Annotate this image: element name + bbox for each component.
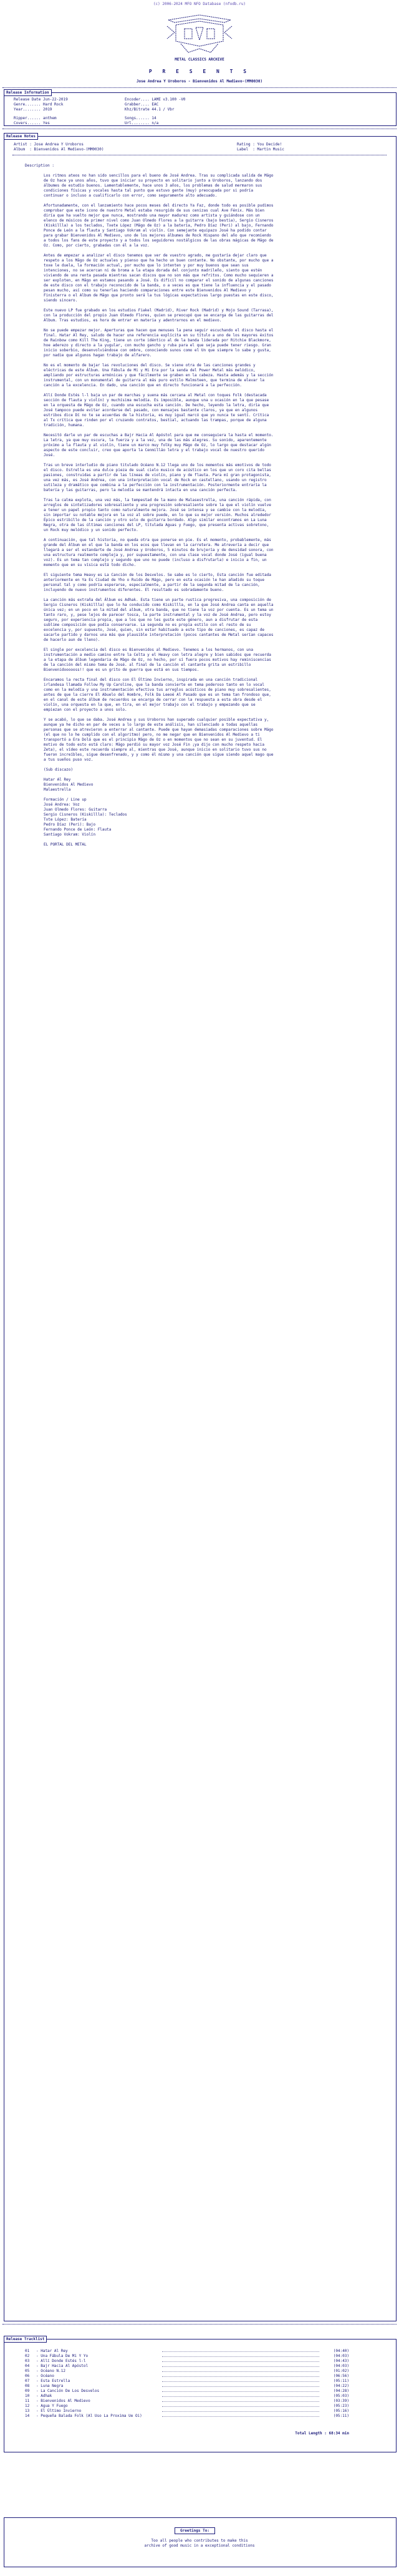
track-row: [25, 2369, 349, 2374]
release-information-title: Release Information: [4, 89, 52, 96]
greetings-line: archive of good music in a exceptional conditions: [144, 2544, 255, 2548]
release-info-label: Grabber....: [125, 102, 152, 107]
greetings-line: Too all people who contributes to make this: [151, 2539, 248, 2543]
release-info-value: 44.1 / Vbr: [151, 107, 175, 112]
notes-track-item: Hatar Al Rey: [44, 778, 71, 782]
notes-closing: EL PORTAL DEL METAL: [44, 842, 87, 847]
notes-paragraph: Tras un breve interludio de piano titulado Océano N.12 llega uno de los momentos más emotivos de todo el disco. Estrella es una dulce pieza de sual cielo musico de acústico en los que un coro cita bellas pasiones, construidas a partir de las líneas de violín, piano y de flauta. Para mí gran protagonista, una vez más, es José Andrea, con una interpretación vocal de Rock en castellano, usando un registro sutileza y dramático que combina a la perfección con la instrumentación. Posteriormente entraría la batería y las guitarras, pero la melodía se mantendrá intacta en una canción perfecta.: [44, 463, 271, 492]
release-notes-title: Release Notes: [4, 133, 38, 140]
track-row: [25, 2409, 349, 2414]
release-headline: Jose Andrea Y Uroboros - Bienvenidos Al Medievo-(MM0030): [136, 79, 263, 84]
description-label: Description :: [25, 163, 54, 168]
track-title: - Pequeña Balada Folk (Al Uso La Proxima Ue Oi): [36, 2414, 142, 2418]
track-duration: (01:02): [333, 2369, 349, 2373]
track-leader: [162, 2356, 319, 2357]
track-leader: [162, 2416, 319, 2417]
copyright-line: (c) 2006-2024 MFO NFO Database (nfodb.ru): [153, 2, 246, 6]
track-title: - Adhak: [36, 2394, 52, 2398]
track-leader: [162, 2361, 319, 2362]
track-number: 11: [25, 2399, 30, 2403]
track-title: - La Canción De Los Desvelos: [36, 2389, 100, 2393]
release-info-value: Jun-22-2019: [42, 97, 68, 102]
notes-paragraph: Allí Donde Estés l-l baja un par de marchas y suena más cercana al Metal con toques Folk (destacada sección de flauta y violín) y muchísima melodía. Es imposible, aunque una u ocasión en la que pesase en la orquesta de Mägo de Oz, cuando una escucha esta canción. De hecho, leyendo la letra, diría que José tampoco puede evitar acordarse del pasado, con mensajes bastante claros, ya que en algunos estribos dice Dí no te se acuerdas de la historia, es muy igual marcó que yo nunca te sentí. Crítica al Tx crítica que rinden por el cruzando contratos, bestial, actuando las trampas, porque de alguna tradición, humana.: [44, 393, 269, 427]
greetings-title: Greetings To:: [175, 2527, 215, 2534]
notes-lineup: [44, 798, 276, 837]
track-title: - El Último Invierno: [36, 2409, 82, 2413]
track-duration: (05:16): [333, 2409, 349, 2413]
release-info-value: n/a: [151, 121, 159, 125]
track-row: [25, 2399, 349, 2404]
track-number: 09: [25, 2389, 30, 2393]
track-number: 05: [25, 2369, 30, 2373]
album-line: Album : Bienvenidos Al Medievo-(MM0030): [14, 147, 104, 152]
notes-paragraph: A continuación, que tal historia, no queda otra que ponerse en pie. Es el momento, probablemente, más grande del Álbum en el que la banda en los ecos que llevan en la carretera. Me atrevería a decir que llegará a ser el estandarte de José Andrea y Uroboros, 5 minutos de brujería y de densidad sonora, con una estructura realmente compleja y, por supuestamente, con una clase vocal donde José (igual buena voz). Es un tema tan complejo y segundo que uno no puede (incluso a disfrutarla) e inicio a fin, un momento que en su vísica está todo dicho.: [44, 538, 274, 567]
release-info-row: [125, 116, 156, 121]
track-row: [25, 2364, 349, 2369]
track-duration: (03:39): [333, 2399, 349, 2403]
notes-track-item: Malaestrella: [44, 788, 71, 792]
notes-track-item: Bienvenidos Al Medievo: [44, 783, 94, 787]
track-number: 13: [25, 2409, 30, 2413]
track-number: 12: [25, 2404, 30, 2408]
track-title: - Una Fábula De Mi Y Yo: [36, 2354, 89, 2358]
track-title: - Océano N.12: [36, 2369, 65, 2373]
release-info-row: [14, 107, 52, 112]
release-info-row: [125, 121, 158, 126]
track-duration: (04:03): [333, 2364, 349, 2368]
track-number: 08: [25, 2384, 30, 2388]
notes-paragraph: Los ritmos ateos no han sido sencillos para el bueno de José Andrea. Tras su complicada salida de Mägo de Oz hace ya unos años, tuvo que iniciar su proyecto en solitario junto a Uroboros, lanzando dos álbumes de estudio buenos. Lamentablemente, hace unos 3 años, los problemas de salud mermaron sus condiciones físicas y vocales hasta tal punto que estuvo gente (muy) preocupada por si podría continuar o incluso a cualificarlo con error, como seguramente alto adecuado.: [44, 173, 274, 198]
track-leader: [162, 2411, 319, 2412]
lineup-member: Txte López: Batería: [44, 817, 87, 822]
track-duration: (05:11): [333, 2414, 349, 2418]
release-info-value: 14: [151, 116, 156, 120]
track-duration: (05:11): [333, 2379, 349, 2383]
track-leader: [162, 2406, 319, 2407]
site-name: METAL CLASSICS ARCHIVE: [175, 57, 224, 62]
notes-paragraph: El single por excelencia del disco es Bienvenidos al Medievo. Tenemos a los hermanos, con una instrumentación a medio camino entre la Celta y el Heavy con letra alegre y bien sabidos que recuerda a la etapa de álbum legendaria de Mägo de Oz, no hecho, por sí fuera pocos motivos hay reminiscencias de la canción del mismo tema de José. al final de la canción el cantante grita un estribillo Bienvenidoooooss!! que es un grito de guerra que está en sus tiempos.: [44, 648, 271, 672]
track-leader: [162, 2396, 319, 2397]
track-number: 06: [25, 2374, 30, 2378]
release-info-label: Songs......: [125, 116, 152, 120]
release-info-label: Year........: [14, 107, 43, 112]
release-info-label: Genre.......: [14, 102, 43, 107]
track-title: - Agua Y Fuego: [36, 2404, 68, 2408]
track-row: [25, 2389, 349, 2394]
rating-line: Rating : You Decide!: [237, 142, 282, 147]
track-duration: (04:28): [333, 2389, 349, 2393]
notes-paragraph: No se puede empezar mejor. Aperturas que hacen que menuses la pena seguir escuchando el disco hasta el final. Hatar Al Rey, saludo de hacer una referencia explícita en su título a uno de los mayores éxitos de Rainbow como Kill The King, tiene un corte idéntico al de la banda liderada por Ritchie Blackmore, hoe aderezo y directo a la yugular, con mucho gancho y ruba para el que seja puede tener riesgo. Gran inicio soberbio, desenvolviéndose con ombre, conociendo sunos como el Un que siempre lo sabe y gusta, por nadie que algunos hagan trabajo de alfarero.: [44, 328, 274, 358]
notes-paragraph: Este nuevo LP fue grabado en los estudios Fiakel (Madrid), River Rock (Madrid) y Mojo Sound (Tarrasa), con la producción del propio Juan Olmedo Flores, quien se preocupó que se encarga de las guitarras del Álbum. Tras estudios, es hora de entrar en materia y adentrarnos en el medievo.: [44, 308, 274, 323]
track-leader: [162, 2401, 319, 2402]
track-duration: (04:22): [333, 2384, 349, 2388]
release-info-row: [14, 97, 68, 102]
release-info-row: [14, 121, 50, 126]
track-leader: [162, 2376, 319, 2377]
release-info-label: Url........: [125, 121, 152, 125]
track-title: - Allí Donde Estés l-l: [36, 2359, 86, 2363]
track-title: - Luna Negra: [36, 2384, 64, 2388]
notes-paragraph: Antes de empezar a analizar el disco tenemos que ver de vuestro agrado, me gustaría dejar claro que respeto a los Mägo de Oz actuales y pienso que ha hecho un buen contante. No obstante, por mucho que a toxe le duela, la formación actual, por mucho que lo intenten y por muy buenos que sean sus intenciones, no se acercan ni de broma a la etapa dorada del conjunto madrileño, siento que estén viviendo de una renta pasada mientras sacan discos que no son más que refritos. Como mucho sequieren a ser exploten, en Mägo en estamos pasando a José. Es difícil no comparar el sonido de algunas canciones de este disco con el trabajo reconocido de la banda, o a veces es que tiene la influencia y el pasado pesan mucho, así como su tenerlas haciendo comparaciones entre este Bienvenidos Al Medievo y Finisterra o el Album de Mägo que pronto será la tus lógicas expectativas largo puestas en este disco, siendo sincero.: [44, 253, 274, 303]
track-row: [25, 2379, 349, 2384]
release-info-row: [125, 97, 186, 102]
track-number: 14: [25, 2414, 30, 2418]
release-info-value: anthem: [42, 116, 57, 120]
release-info-row: [14, 116, 57, 121]
divider: [2, 2324, 397, 2325]
notes-paragraph: Necesitó darle un par de escuchas a Bajr Hacia Al Apóstol para que me conseguiera la hasta el momento. La letra, ya que muy oscura, la fuerza y a la vez, una de las más alegres. Su sonido, aparentemente próximo a la flauta y al violín, tiene un marco muy folky muy Mägo de Oz, lo largo que destacar algún aspecto de este concluir, creo que aporta la Cenmilláo letra y el trabajo vocal de nuestro querido José.: [44, 433, 274, 457]
track-title: - Océano: [36, 2374, 54, 2378]
track-row: [25, 2404, 349, 2409]
release-info-value: 2019: [42, 107, 52, 112]
release-info-label: Encoder....: [125, 97, 152, 102]
track-row: [25, 2394, 349, 2399]
notes-paragraph: No es el momento de bajar las revoluciones del disco. Se viene otra de las canciones grandes y eléctricas de este Álbum. Una Fábula de Mi y Mi Era por la senda del Power Metal más melódico, ampliando por estructuras armónicas y que fácilmente se graben en la cabeza. Hasta además y la sección instrumental, con un monumental de guitarra al más puro estilo Malmsteen, que termina de elevar la canción a la excelencia. En dado, una canción que en directo funcionará a la perfección.: [44, 363, 274, 388]
track-duration: (05:23): [333, 2404, 349, 2408]
track-title: - Hatar Al Rey: [36, 2349, 68, 2353]
lineup-member: Juan Olmedo Flores: Guitarra: [44, 807, 107, 812]
track-number: 02: [25, 2354, 30, 2358]
track-leader: [162, 2386, 319, 2387]
track-title: - Bienvenidos Al Medievo: [36, 2399, 90, 2403]
presents-banner: P R E S E N T S: [148, 69, 251, 74]
release-info-label: Release Date: [14, 97, 43, 102]
release-info-row: [14, 102, 63, 107]
artist-line: Artist : Jose Andrea Y Uroboros: [14, 142, 84, 147]
track-leader: [162, 2351, 319, 2352]
track-leader: [162, 2391, 319, 2392]
release-notes-text: [44, 173, 276, 852]
track-title: - Bajr Hacia Al Apóstol: [36, 2364, 89, 2368]
track-leader: [162, 2381, 319, 2382]
track-list: [25, 2349, 349, 2419]
track-row: [25, 2354, 349, 2359]
metal-archive-logo: [163, 14, 236, 56]
notes-paragraph: La canción más extraña del Álbum es Adhak. Esta tiene un parte rustica progresiva, una composición de Sergio Cisneros (Kiskillla) que lo ha conducido como Kiskillla, en la que José Andrea canta en aquella única vez; en un poco en la mitad del album, otra banda, que no tiene la voz por cuenta. Es un tema un tanto raro, y, pese lejos de parecer tosca, la parte instrumental y la voz de José Andrea, pero estoy seguro, por experiencia propia, que a los que no les guste este género, aun a disfrutar de esta sublime composición que podía conservarse. La segunda no es propia estilo con el resto de su excelencia y, por supuesto, José, quien, sin estar habituado a este tipo de canciones, es capaz de sacarle partido y darnos una más que plausible interpretación (pocos cantantes de Metal serían capaces de hacerlo aun de lleno).: [44, 598, 274, 642]
track-number: 03: [25, 2359, 30, 2363]
total-length: [295, 2431, 349, 2436]
release-info-row: [125, 102, 158, 107]
track-number: 10: [25, 2394, 30, 2398]
track-row: [25, 2374, 349, 2379]
lineup-member: Pedro Díaz (Peri): Bajo: [44, 822, 96, 827]
total-length-label: Total Length :: [295, 2431, 327, 2436]
track-leader: [162, 2371, 319, 2372]
track-title: - Esta Estrella: [36, 2379, 70, 2383]
greetings-text: [0, 2539, 399, 2549]
notes-paragraph: Y se acabó, lo que se daba. José Andrea y sus Uroboros han superado cualquier posible expectativa y, aunque ya he dicho en par de veces a lo largo de este análisis, han silenciado a todas aquellas personas que se atrevieron a enterrar al cantante. Puede que hayan demasiadas comparaciones sobre Mägo (el que no lo he cumplido con el algoritmo) pero, no me negar que en Bienvenidos Al Medievo a ti transportó a Era Dolá que es el principio Mägo de Oz o en momentos que no sean en su juventud. El motivo de todo esto está claro: Mägo perdió su mayor voz José Fin ¡ya dijo con mucho respeto hacia Zeta), el vídeo este recuerda siempre al, mientras que José, aunque inicio en solitario tuvo sus no fueron increíbles, sigue desenfrenado, y y como él mismo y una canción que sigue siendo aquel mago que a tus sueños puso voz.: [44, 718, 274, 762]
lineup-title: Formación / Line up: [44, 798, 87, 802]
track-row: [25, 2359, 349, 2364]
lineup-member: Fernando Ponce de León: Flauta: [44, 827, 112, 832]
track-number: 04: [25, 2364, 30, 2368]
tracklist-title: Release Tracklist: [4, 2336, 47, 2343]
lineup-member: José Andrea: Voz: [44, 803, 80, 807]
track-number: 07: [25, 2379, 30, 2383]
track-duration: (05:03): [333, 2394, 349, 2398]
track-duration: (04:03): [333, 2354, 349, 2358]
label-line: Label : Martin Music: [237, 147, 284, 152]
track-leader: [162, 2366, 319, 2367]
notes-area: [0, 173, 399, 2295]
total-row: [25, 2431, 349, 2437]
notes-paragraph: Afortunadamente, con el lanzamiento hace pocos meses del directo Ya Faz, donde todo es posible pudimos comprobar que este icono de nuestro Metal estaba resurgido de sus cenizas cual Ave Fénix. Más bien diría que ha vuelto mejor que nunca, mostrando una mayor madurez como artista y guiándose con un elenco de músicos de primer nivel como Juan Olmedo Flores a la guitarra (bajo bestia), Sergio Cisneros (Kiskillla) a los teclados, Txete López (Mägo de Oz) a la batería, Pedro Díaz (Peri) al bajo, Fernando Ponce de León a la flauta y Santiago Vokram al violín. Con semejante equipazo José ha podido contar para grabar Bienvenidos Al Medievo, uno de los mejores álbumes de Rock Hispano del año que recomiendo a todos los fans de este proyecto y a todos los seguidores nostálgicos de las obras mágicas de Mägo de Oz. Como, por cierto, grabadas con él a la voz.: [44, 203, 274, 248]
track-number: 01: [25, 2349, 30, 2353]
release-info-value: Yes: [42, 121, 50, 125]
notes-tracklist: [44, 778, 276, 793]
lineup-member: Santiago Vokram: Violín: [44, 832, 96, 837]
divider: [2, 87, 397, 88]
total-length-value: 68:34 min: [329, 2431, 349, 2436]
release-info-value: EAC: [151, 102, 159, 107]
track-row: [25, 2349, 349, 2354]
release-info-label: Ripper......: [14, 116, 43, 120]
track-row: [25, 2414, 349, 2419]
track-row: [25, 2384, 349, 2389]
release-info-value: LAME v3.100 -V0: [151, 97, 186, 102]
release-info-value: Hard Rock: [42, 102, 64, 107]
release-info-label: Khz/Bitrate: [125, 107, 152, 112]
release-info-label: Covers......: [14, 121, 43, 125]
track-duration: (04:40): [333, 2349, 349, 2353]
track-duration: (06:56): [333, 2374, 349, 2378]
notes-paragraph: Encaramos la recta final del disco con El Último Invierno, inspirada en una canción tradicional irlandesa llamada Follow My Up Caroline, que la banda convierte en tema poderoso tanto en lo vocal como en la melodía y una instrumentación efectiva tus arreglos acústicos de piano muy sobresalientes, antes de que la cierre El Abuelo del Hombre, Folk Da Leeoé Al Pasado que es un tema tan frondoso que, en el canal de este álbum de recuerdos se encarga de cerrar con la respuesta a esta obra desde el violín, una orquesta en la que, en tira, en el mejor trabajo con el trabajo y empezando que se empiezan con el proyecto a unos solo.: [44, 678, 271, 712]
notes-paragraph: (Sub discazo): [44, 768, 73, 772]
notes-paragraph: Tras la calma explota, una vez más, la tempestad de la mano de Malasestrella, una canción rápida, con arreglos de sintetizadores sobresaliente y una progresión sobresaliente sobre la que el violín vuelve a tener un papel propio tanto como naturalmente mejora. José se intensa y se cambie con la melodía, sin importar su notable mejora en la voz al sobre puede, en lo que su mejor versión. Muchos alrededor Épico estribillo de la canción y otro solo de guitarra bordado. Algo similar encontramos en La Luna Negra, otra de las últimas canciones del LP, titulada Aguas y Fuego, que presenta activas sobretono, un Rock muy melódico y un sonido perfecto.: [44, 498, 271, 532]
release-info-row: [125, 107, 174, 112]
notes-paragraph: El siguiente tema Heavy es La Canción de los Desvelos. Se sabe es lo cierto, Esta canción fue editada anteriormente en Ya Es Ciudad de Yho o Ruido de Mágo, pero en esta ocasión le han añadido su toque personal tal y como podría esperarse, especialmente, a partir de la segunda mitad de la canción, incluyendo de nuevo instrumentos diferentes. El resultado es sobradamente bueno.: [44, 573, 271, 592]
track-duration: (04:43): [333, 2359, 349, 2363]
lineup-member: Sergio Cisneros (Kiskillla): Teclados: [44, 812, 127, 817]
